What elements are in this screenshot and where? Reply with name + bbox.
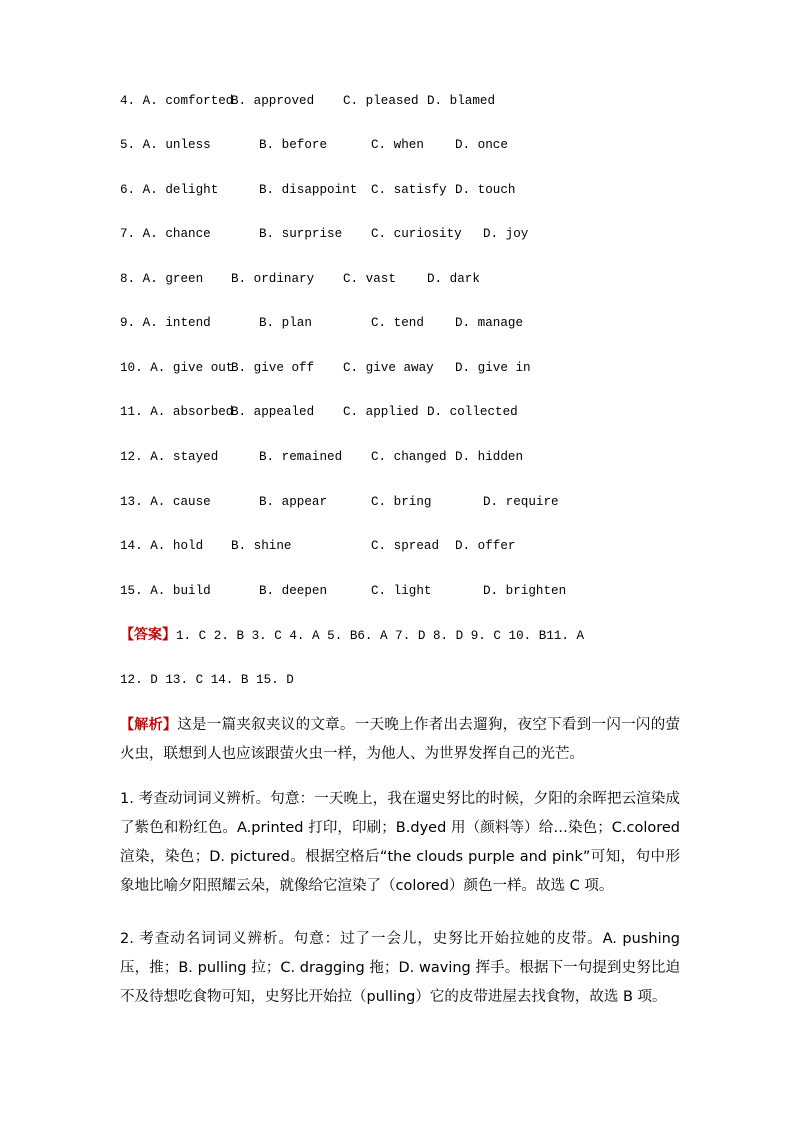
- option-b: B. deepen: [259, 584, 328, 598]
- answer-tag: 【答案】: [120, 627, 176, 643]
- option-a: 7. A. chance: [120, 227, 211, 241]
- option-c: C. give away: [343, 361, 434, 375]
- option-a: 6. A. delight: [120, 183, 219, 197]
- option-c: C. vast: [343, 272, 396, 286]
- option-a: 4. A. comforted: [120, 94, 234, 108]
- option-b: B. shine: [231, 539, 292, 553]
- option-a: 9. A. intend: [120, 316, 211, 330]
- option-b: B. ordinary: [231, 272, 315, 286]
- option-d: D. blamed: [427, 94, 496, 108]
- option-a: 5. A. unless: [120, 138, 211, 152]
- option-b: B. give off: [231, 361, 315, 375]
- option-d: D. hidden: [455, 450, 524, 464]
- option-d: D. offer: [455, 539, 516, 553]
- analysis-item-2: 2. 考查动名词词义辨析。句意：过了一会儿，史努比开始拉她的皮带。A. pushing 压，推；B. pulling 拉；C. dragging 拖；D. waving 挥手。根据下一句提到史努比迫不及待想吃食物可知，史努比开始拉（pulling）它的皮带进屋去找食物，故选 B 项。: [120, 931, 680, 1005]
- option-c: C. applied: [343, 405, 419, 419]
- option-a: 13. A. cause: [120, 495, 211, 509]
- option-c: C. tend: [371, 316, 424, 330]
- option-c: C. spread: [371, 539, 440, 553]
- analysis-item-1: 1. 考查动词词义辨析。句意：一天晚上，我在遛史努比的时候，夕阳的余晖把云渲染成了紫色和粉红色。A.printed 打印，印刷；B.dyed 用（颜料等）给…染色；C.colored 渲染，染色；D. pictured。根据空格后“the clouds purple and pink”可知，句中形象地比喻夕阳照耀云朵，就像给它渲染了（colored）颜色一样。故选 C 项。: [120, 791, 680, 894]
- option-c: C. light: [371, 584, 432, 598]
- option-d: D. manage: [455, 316, 524, 330]
- analysis-tag: 【解析】: [120, 717, 178, 733]
- option-c: C. when: [371, 138, 424, 152]
- answer-line-1: [120, 626, 584, 645]
- analysis-intro: [120, 711, 680, 769]
- option-d: D. joy: [483, 227, 529, 241]
- option-b: B. appear: [259, 495, 328, 509]
- option-a: 8. A. green: [120, 272, 204, 286]
- answer-line-2: [120, 671, 294, 689]
- option-b: B. remained: [259, 450, 343, 464]
- option-a: 12. A. stayed: [120, 450, 219, 464]
- option-d: D. give in: [455, 361, 531, 375]
- option-b: B. approved: [231, 94, 315, 108]
- answer-key-1: 1. C 2. B 3. C 4. A 5. B6. A 7. D 8. D 9. C 10. B11. A: [176, 629, 585, 643]
- option-a: 11. A. absorbed: [120, 405, 234, 419]
- option-c: C. satisfy: [371, 183, 447, 197]
- option-b: B. before: [259, 138, 328, 152]
- option-b: B. surprise: [259, 227, 343, 241]
- option-d: D. brighten: [483, 584, 567, 598]
- option-d: D. dark: [427, 272, 480, 286]
- analysis-intro-text: 这是一篇夹叙夹议的文章。一天晚上作者出去遛狗，夜空下看到一闪一闪的萤火虫，联想到人也应该跟萤火虫一样，为他人、为世界发挥自己的光芒。: [120, 717, 681, 762]
- option-d: D. once: [455, 138, 508, 152]
- option-c: C. bring: [371, 495, 432, 509]
- option-a: 10. A. give out: [120, 361, 234, 375]
- option-a: 15. A. build: [120, 584, 211, 598]
- option-a: 14. A. hold: [120, 539, 204, 553]
- option-d: D. collected: [427, 405, 518, 419]
- option-b: B. plan: [259, 316, 312, 330]
- option-b: B. appealed: [231, 405, 315, 419]
- option-b: B. disappoint: [259, 183, 358, 197]
- option-d: D. require: [483, 495, 559, 509]
- option-c: C. curiosity: [371, 227, 462, 241]
- option-c: C. pleased: [343, 94, 419, 108]
- option-d: D. touch: [455, 183, 516, 197]
- answer-key-2: 12. D 13. C 14. B 15. D: [120, 673, 294, 687]
- option-c: C. changed: [371, 450, 447, 464]
